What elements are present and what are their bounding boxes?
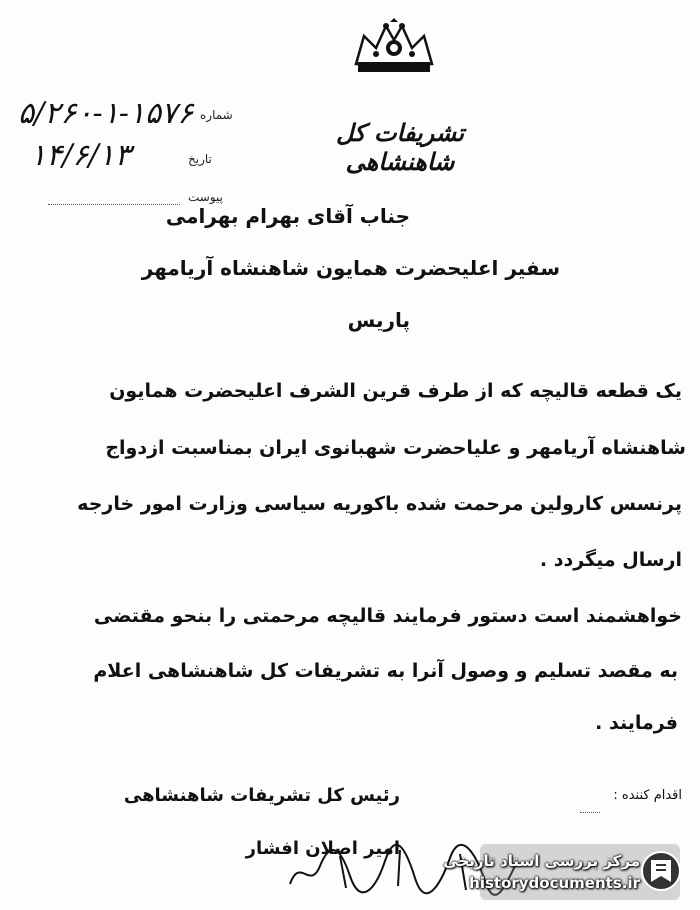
- office-title: تشریفات کل شاهنشاهی: [335, 118, 464, 176]
- attachment-label: پیوست: [188, 190, 223, 204]
- watermark-text: مرکز بررسی اسناد تاریخی: [443, 852, 640, 870]
- watermark-url: historydocuments.ir: [469, 874, 640, 892]
- attachment-underline: [48, 204, 180, 205]
- archive-logo-icon: [640, 848, 682, 894]
- body-line: ارسال میگردد .: [539, 549, 682, 571]
- date-label: تاریخ: [188, 152, 212, 166]
- recipient-city: پاریس: [347, 308, 410, 332]
- body-line: خواهشمند است دستور فرمایند قالیچه مرحمتی را بنحو مقتضی: [93, 605, 682, 627]
- action-underline: [580, 812, 600, 813]
- body-line: شاهنشاه آریامهر و علیاحضرت شهبانوی ایران بمناسبت ازدواج: [105, 437, 686, 459]
- action-label: اقدام کننده :: [613, 788, 682, 803]
- signatory-name: امیر اصلان افشار: [245, 838, 400, 859]
- body-line: فرمایند .: [595, 712, 678, 734]
- body-line: به مقصد تسلیم و وصول آنرا به تشریفات کل شاهنشاهی اعلام: [93, 660, 678, 682]
- recipient-name: جناب آقای بهرام بهرامی: [165, 204, 410, 228]
- pahlavi-crown-icon: [350, 18, 438, 78]
- recipient-title: سفیر اعلیحضرت همایون شاهنشاه آریامهر: [141, 256, 560, 280]
- body-line: یک قطعه قالیچه که از طرف قرین الشرف اعلیحضرت همایون: [109, 380, 682, 402]
- signatory-title: رئیس کل تشریفات شاهنشاهی: [123, 785, 400, 806]
- handwritten-date: ۱۴/۶/۱۳: [30, 138, 131, 173]
- number-label: شماره: [200, 108, 233, 122]
- body-line: پرنسس کارولین مرحمت شده باکوریه سیاسی وزارت امور خارجه: [77, 493, 682, 515]
- handwritten-number: ۵/۲۶۰-۱-۱۵۷۶: [18, 96, 194, 131]
